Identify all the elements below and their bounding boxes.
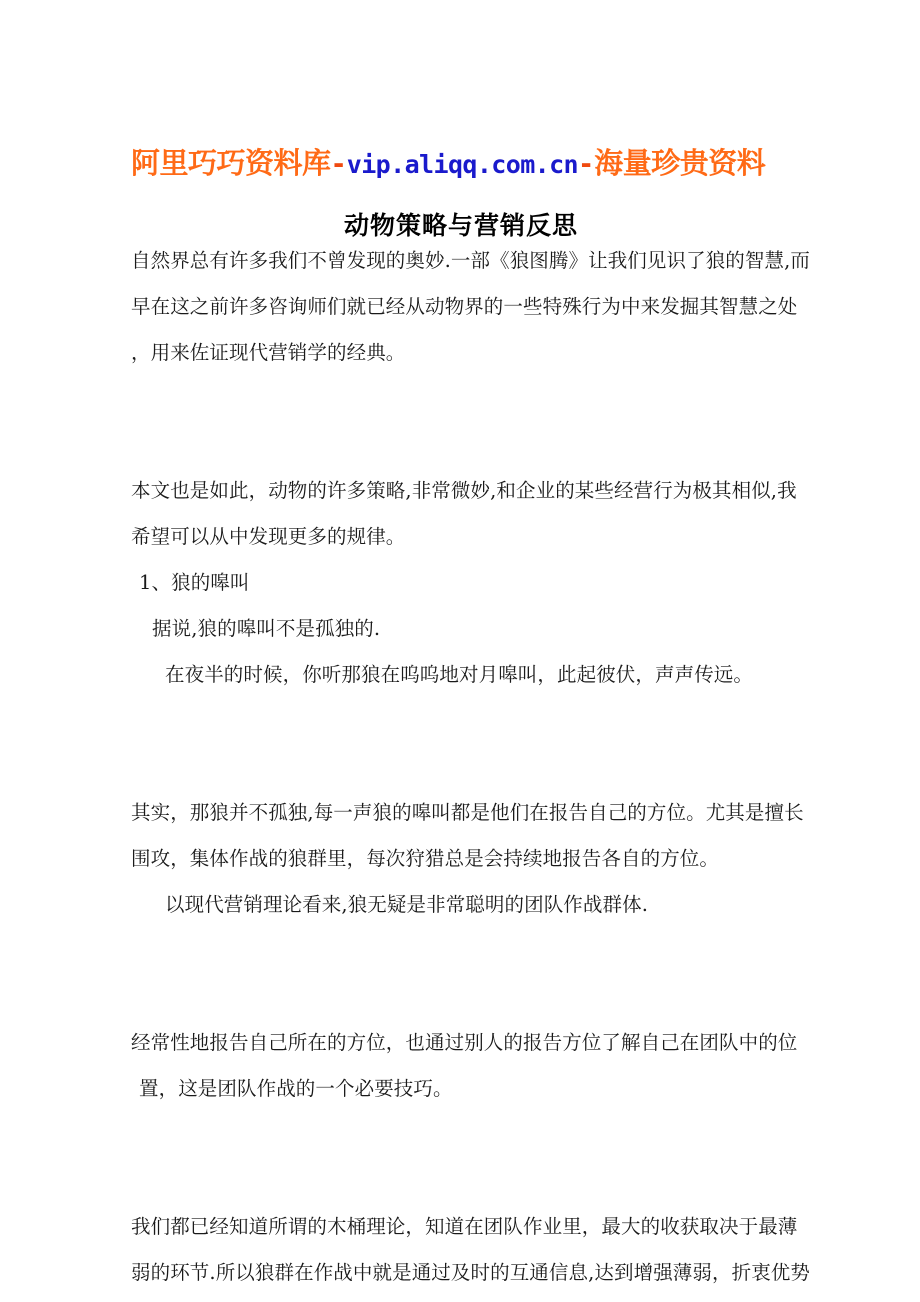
body-text-line: 经常性地报告自己所在的方位，也通过别人的报告方位了解自己在团队中的位 bbox=[131, 1031, 798, 1054]
body-text-line: 据说,狼的嗥叫不是孤独的. bbox=[152, 617, 381, 640]
body-text-line: 围攻，集体作战的狼群里，每次狩猎总是会持续地报告各自的方位。 bbox=[131, 847, 720, 870]
watermark-banner bbox=[131, 143, 791, 185]
body-text-line: 早在这之前许多咨询师们就已经从动物界的一些特殊行为中来发掘其智慧之处 bbox=[131, 295, 798, 318]
body-text-line: 希望可以从中发现更多的规律。 bbox=[131, 525, 406, 548]
body-text-line: ，用来佐证现代营销学的经典。 bbox=[131, 341, 406, 364]
body-text-line: 在夜半的时候，你听那狼在呜呜地对月嗥叫，此起彼伏，声声传远。 bbox=[165, 663, 754, 686]
banner-separator-left: - bbox=[330, 149, 347, 180]
banner-site-name: 阿里巧巧资料库 bbox=[131, 146, 331, 180]
document-body bbox=[131, 238, 810, 1296]
body-blank-line bbox=[131, 1158, 791, 1204]
body-blank-line bbox=[131, 422, 791, 468]
body-blank-line bbox=[131, 1112, 791, 1158]
body-text-line: 以现代营销理论看来,狼无疑是非常聪明的团队作战群体. bbox=[165, 893, 648, 916]
body-text-line: 其实，那狼并不孤独,每一声狼的嗥叫都是他们在报告自己的方位。尤其是擅长 bbox=[131, 801, 804, 824]
body-text-line: 1、狼的嗥叫 bbox=[139, 571, 250, 594]
banner-tagline: 海量珍贵资料 bbox=[594, 146, 766, 180]
body-blank-line bbox=[131, 974, 791, 1020]
body-text-line: 我们都已经知道所谓的木桶理论，知道在团队作业里，最大的收获取决于最薄 bbox=[131, 1215, 798, 1238]
body-text-line: 自然界总有许多我们不曾发现的奥妙.一部《狼图腾》让我们见识了狼的智慧,而 bbox=[131, 249, 810, 272]
page-title: 动物策略与营销反思 bbox=[343, 210, 578, 240]
body-text-line: 本文也是如此，动物的许多策略,非常微妙,和企业的某些经营行为极其相似,我 bbox=[131, 479, 797, 502]
body-blank-line bbox=[131, 928, 791, 974]
body-blank-line bbox=[131, 698, 791, 744]
banner-url: vip.aliqq.com.cn bbox=[346, 150, 579, 179]
body-text-line: 置，这是团队作战的一个必要技巧。 bbox=[139, 1077, 453, 1100]
body-text-line: 弱的环节.所以狼群在作战中就是通过及时的互通信息,达到增强薄弱，折衷优势 bbox=[131, 1261, 810, 1284]
body-blank-line bbox=[131, 376, 791, 422]
banner-separator-right: - bbox=[578, 149, 595, 180]
body-blank-line bbox=[131, 744, 791, 790]
